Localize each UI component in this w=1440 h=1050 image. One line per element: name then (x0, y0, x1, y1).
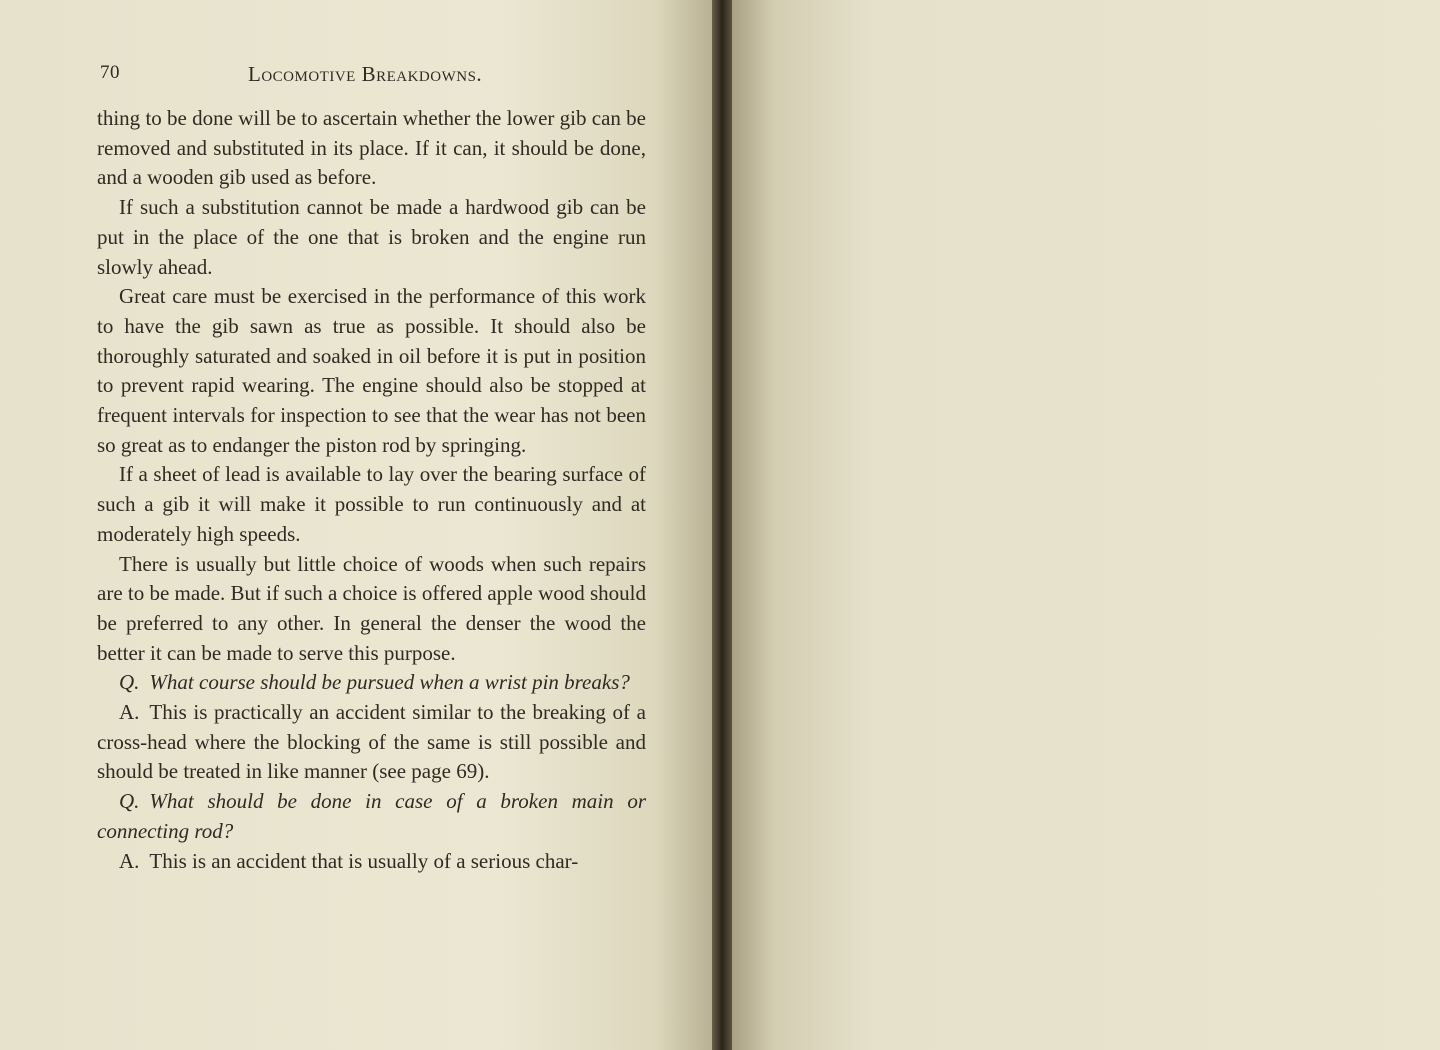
answer-text: This is practically an accident similar to the breaking of a cross-head where the blocking of the same is still possible and should be treated in like manner (see page 69). (97, 700, 646, 784)
answer-text: This is an accident that is usually of a serious char- (149, 848, 579, 873)
left-page-number: 70 (100, 62, 120, 83)
body-paragraph: There is usually but little choice of woods when such repairs are to be made. But if such a choice is offered apple wood should be preferred to any other. In general the denser the wood the better it can be made to serve this purpose. (97, 551, 646, 665)
left-running-head: Locomotive Breakdowns. (248, 62, 483, 86)
body-paragraph: If such a substitution cannot be made a hardwood gib can be put in the place of the one that is broken and the engine run slowly ahead. (97, 195, 646, 279)
question-label: Q. (119, 670, 140, 695)
answer-paragraph (97, 698, 646, 787)
question-label: Q. (119, 789, 140, 814)
answer-label: A. (119, 700, 140, 725)
left-page-body (97, 104, 646, 876)
answer-paragraph (97, 847, 646, 877)
question-paragraph (97, 787, 646, 846)
question-paragraph (97, 668, 646, 698)
question-text: What course should be pursued when a wrist pin breaks? (149, 670, 630, 695)
continued-paragraph: thing to be done will be to ascertain whether the lower gib can be removed and substituted in its place. If it can, it should be done, and a wooden gib used as before. (97, 106, 646, 190)
left-page (0, 0, 712, 1050)
body-paragraph: If a sheet of lead is available to lay over the bearing surface of such a gib it will make it possible to run continuously and at moderately high speeds. (97, 462, 646, 546)
right-page (732, 0, 1440, 1050)
book-gutter (712, 0, 732, 1050)
answer-label: A. (119, 848, 140, 873)
question-text: What should be done in case of a broken main or connecting rod? (97, 789, 646, 843)
body-paragraph: Great care must be exercised in the performance of this work to have the gib sawn as true as possible. It should also be thoroughly saturated and soaked in oil before it is put in position to prevent rapid wearing. The engine should also be stopped at frequent intervals for inspection to see that the wear has not been so great as to endanger the piston rod by springing. (97, 284, 646, 457)
